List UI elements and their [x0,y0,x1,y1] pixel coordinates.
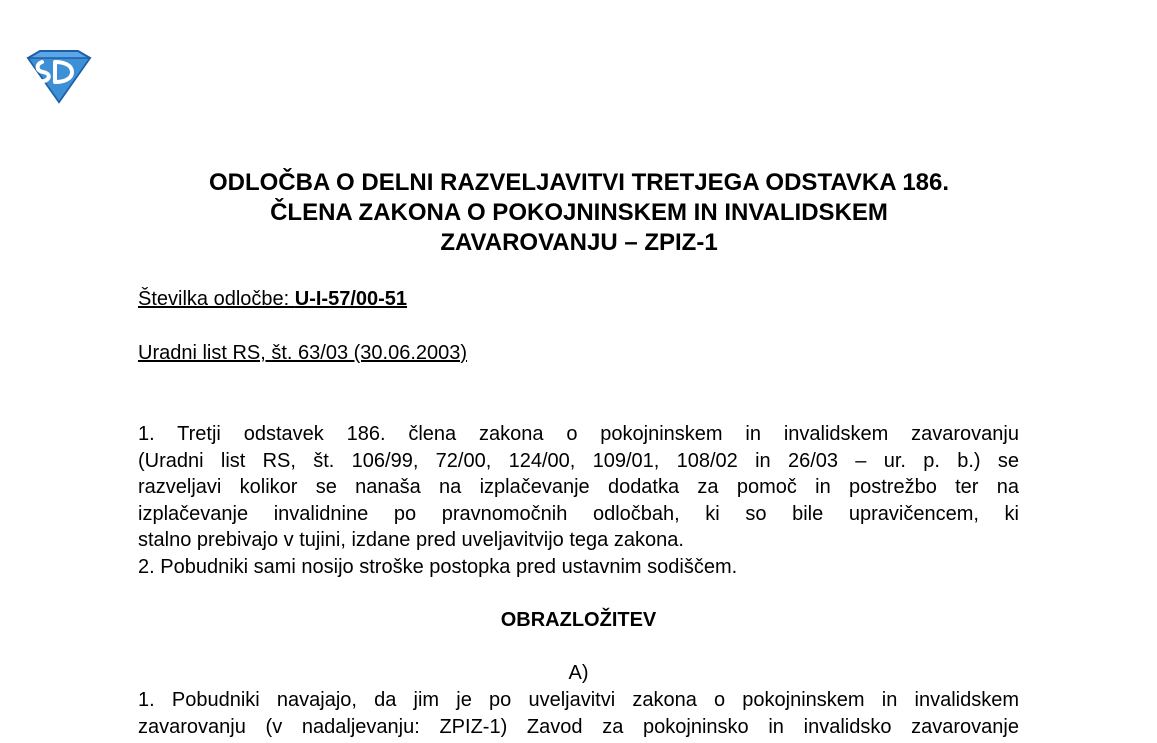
ruling-line: 1. Tretji odstavek 186. člena zakona o pokojninskem in invalidskem zavarovanju [138,423,1019,445]
section-a-heading: A) [568,662,589,684]
decision-number-label: Številka odločbe: [138,288,295,310]
decision-number [138,287,407,311]
ruling-line: izplačevanje invalidnine po pravnomočnih odločbah, ki so bile upravičencem, ki [138,502,1019,525]
ruling-line: stalno prebivajo v tujini, izdane pred uveljavitvijo tega zakona. [138,529,684,551]
reasoning-paragraph [138,687,1019,740]
reasoning-line: 1. Pobudniki navajajo, da jim je po uveljavitvi zakona o pokojninskem in invalidskem [138,689,1019,711]
reasoning-heading: OBRAZLOŽITEV [500,609,657,631]
decision-number-value: U-I-57/00-51 [294,288,408,310]
ruling-paragraphs [138,421,1019,580]
official-gazette-reference: Uradni list RS, št. 63/03 (30.06.2003) [138,342,468,364]
sd-diamond-logo-icon [22,48,96,104]
ruling-line: 2. Pobudniki sami nosijo stroške postopka pred ustavnim sodiščem. [138,555,738,578]
document-title [140,168,1018,258]
ruling-line: (Uradni list RS, št. 106/99, 72/00, 124/00, 109/01, 108/02 in 26/03 – ur. p. b.) se [138,449,1019,472]
title-line: ZAVAROVANJU – ZPIZ-1 [440,229,718,256]
reasoning-line: zavarovanju (v nadaljevanju: ZPIZ-1) Zavod za pokojninsko in invalidsko zavarovanje [138,715,1019,738]
title-line: ČLENA ZAKONA O POKOJNINSKEM IN INVALIDSKEM [270,199,888,226]
ruling-line: razveljavi kolikor se nanaša na izplačevanje dodatka za pomoč in postrežbo ter na [138,476,1019,498]
title-line: ODLOČBA O DELNI RAZVELJAVITVI TRETJEGA ODSTAVKA 186. [208,169,950,196]
